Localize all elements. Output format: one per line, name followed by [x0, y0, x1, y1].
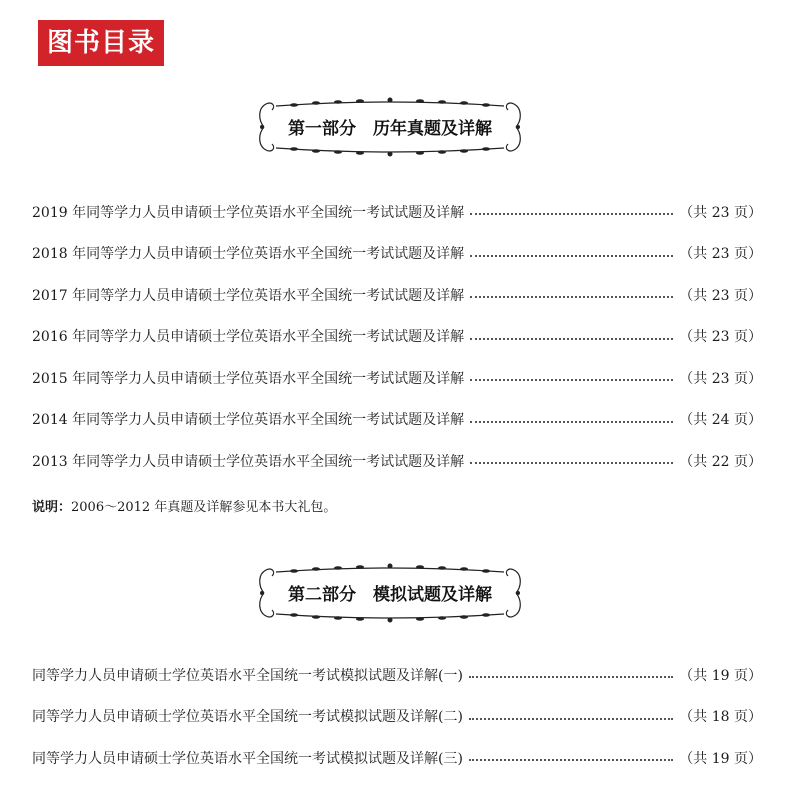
toc-entry-title: 2019 年同等学力人员申请硕士学位英语水平全国统一考试试题及详解	[32, 204, 465, 221]
toc-entry-pages: （共 24 页）	[679, 412, 762, 429]
toc-entry[interactable]	[32, 274, 762, 316]
toc-entry-title: 同等学力人员申请硕士学位英语水平全国统一考试模拟试题及详解(一)	[32, 667, 463, 684]
toc-entry-title: 2013 年同等学力人员申请硕士学位英语水平全国统一考试试题及详解	[32, 453, 465, 470]
section-banner	[254, 96, 526, 158]
note-label: 说明：	[32, 500, 72, 515]
toc-entry-pages: （共 19 页）	[679, 750, 762, 767]
dot-leader	[470, 254, 673, 257]
toc-entry-title: 2016 年同等学力人员申请硕士学位英语水平全国统一考试试题及详解	[32, 329, 465, 346]
toc-entry-title: 2018 年同等学力人员申请硕士学位英语水平全国统一考试试题及详解	[32, 246, 465, 263]
section-banner	[254, 562, 526, 624]
toc-entry-pages: （共 18 页）	[679, 709, 762, 726]
dot-leader	[470, 212, 673, 215]
toc-entry-pages: （共 23 页）	[679, 204, 762, 221]
dot-leader	[470, 378, 673, 381]
dot-leader	[470, 420, 673, 423]
note	[32, 496, 336, 515]
toc-list	[32, 654, 762, 779]
toc-entry-title: 2017 年同等学力人员申请硕士学位英语水平全国统一考试试题及详解	[32, 287, 465, 304]
toc-entry-pages: （共 23 页）	[679, 287, 762, 304]
dot-leader	[469, 675, 673, 678]
toc-entry[interactable]	[32, 440, 762, 482]
toc-entry-pages: （共 19 页）	[679, 667, 762, 684]
toc-entry[interactable]	[32, 737, 762, 779]
toc-entry[interactable]	[32, 316, 762, 358]
toc-entry-pages: （共 22 页）	[679, 453, 762, 470]
dot-leader	[470, 337, 673, 340]
toc-entry[interactable]	[32, 357, 762, 399]
note-text: 2006～2012 年真题及详解参见本书大礼包。	[71, 500, 337, 515]
dot-leader	[469, 758, 673, 761]
toc-entry-pages: （共 23 页）	[679, 329, 762, 346]
toc-entry-pages: （共 23 页）	[679, 370, 762, 387]
toc-entry-title: 2014 年同等学力人员申请硕士学位英语水平全国统一考试试题及详解	[32, 412, 465, 429]
toc-entry[interactable]	[32, 654, 762, 696]
section-title: 第二部分 模拟试题及详解	[288, 585, 492, 605]
toc-entry-title: 同等学力人员申请硕士学位英语水平全国统一考试模拟试题及详解(三)	[32, 750, 463, 767]
toc-list	[32, 191, 762, 482]
section-title: 第一部分 历年真题及详解	[288, 119, 492, 139]
toc-entry[interactable]	[32, 696, 762, 738]
toc-entry[interactable]	[32, 399, 762, 441]
toc-entry[interactable]	[32, 191, 762, 233]
catalog-tag: 图书目录	[38, 20, 164, 66]
toc-entry-pages: （共 23 页）	[679, 246, 762, 263]
dot-leader	[470, 295, 673, 298]
toc-entry-title: 同等学力人员申请硕士学位英语水平全国统一考试模拟试题及详解(二)	[32, 709, 463, 726]
toc-entry[interactable]	[32, 233, 762, 275]
dot-leader	[469, 717, 673, 720]
dot-leader	[470, 461, 673, 464]
toc-entry-title: 2015 年同等学力人员申请硕士学位英语水平全国统一考试试题及详解	[32, 370, 465, 387]
